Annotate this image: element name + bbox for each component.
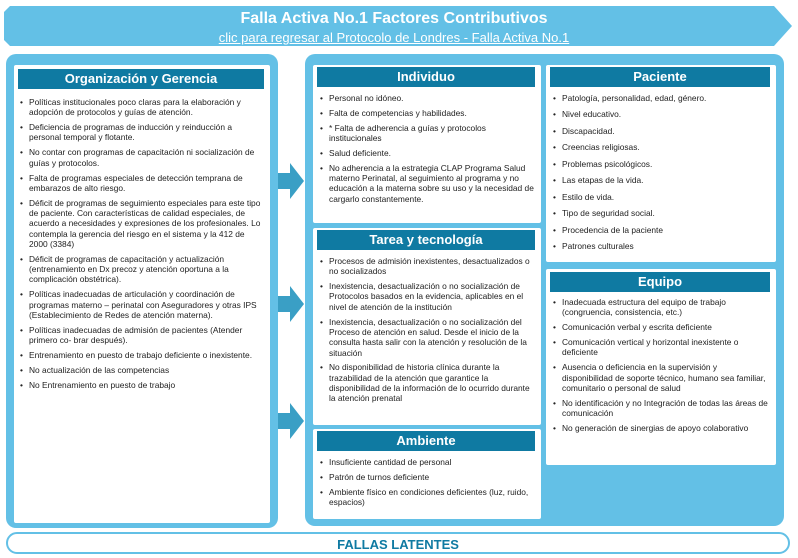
individuo-title: Individuo bbox=[317, 67, 535, 87]
page-title: Falla Activa No.1 Factores Contributivos bbox=[240, 10, 548, 27]
paciente-title: Paciente bbox=[550, 67, 770, 87]
list-item: • Nivel educativo. bbox=[553, 109, 769, 119]
right-arrow-icon bbox=[278, 286, 304, 322]
list-item: • No contar con programas de capacitación ni socialización de guías y protocolos. bbox=[20, 147, 263, 168]
list-item: • Políticas institucionales poco claras para la elaboración y adopción de protocolos y guías de atención. bbox=[20, 97, 263, 118]
list-item: • Problemas psicológicos. bbox=[553, 159, 769, 169]
list-item: • No Entrenamiento en puesto de trabajo bbox=[20, 380, 263, 390]
list-item: • Déficit de programas de capacitación y actualización (entrenamiento en Dx precoz y atención oportuna a la complicación obstétrica). bbox=[20, 254, 263, 285]
list-item: • Personal no idóneo. bbox=[320, 93, 534, 103]
list-item: • Ausencia o deficiencia en la supervisión y disponibilidad de soporte técnico, humano sea familiar, comunitario o personal de salud bbox=[553, 362, 769, 393]
list-item: • Creencias religiosas. bbox=[553, 142, 769, 152]
tarea-title: Tarea y tecnología bbox=[317, 230, 535, 250]
ambiente-title: Ambiente bbox=[317, 431, 535, 451]
list-item: • Las etapas de la vida. bbox=[553, 175, 769, 185]
ambiente-list bbox=[320, 457, 534, 512]
list-item: • Tipo de seguridad social. bbox=[553, 208, 769, 218]
organizacion-title: Organización y Gerencia bbox=[18, 69, 264, 89]
list-item: • Falta de programas especiales de detección temprana de embarazos de alto riesgo. bbox=[20, 173, 263, 194]
right-arrow-icon bbox=[278, 163, 304, 199]
equipo-list bbox=[553, 297, 769, 438]
list-item: • Inadecuada estructura del equipo de trabajo (congruencia, consistencia, etc.) bbox=[553, 297, 769, 318]
list-item: • No actualización de las competencias bbox=[20, 365, 263, 375]
list-item: • Déficit de programas de seguimiento especiales para este tipo de paciente. Con características de calidad especiales, de acuerdo a necesidades y expresiones de los profesionales. Lo contempla la gerencia del riesgo en el sistema y la 412 de 2000 (3384) bbox=[20, 198, 263, 249]
list-item: • Inexistencia, desactualización o no socialización del Proceso de atención en salud. Desde el inicio de la consulta hasta salir con la atención y resolución de la situación bbox=[320, 317, 534, 358]
list-item: • Salud deficiente. bbox=[320, 148, 534, 158]
header-banner bbox=[4, 6, 794, 46]
list-item: • Políticas inadecuadas de admisión de pacientes (Atender primero co- brar después). bbox=[20, 325, 263, 346]
list-item: • Patrón de turnos deficiente bbox=[320, 472, 534, 482]
list-item: • Procedencia de la paciente bbox=[553, 225, 769, 235]
back-to-protocol-link[interactable]: clic para regresar al Protocolo de Londres - Falla Activa No.1 bbox=[218, 30, 570, 45]
list-item: • Inexistencia, desactualización o no socialización de Protocolos basados en la evidencia, aplicables en el nivel de atención de la institución bbox=[320, 281, 534, 312]
right-arrow-icon bbox=[278, 403, 304, 439]
list-item: • No disponibilidad de historia clínica durante la trazabilidad de la atención que garantice la disponibilidad de la información de lo ocurrido durante la atención prenatal bbox=[320, 362, 534, 403]
tarea-list bbox=[320, 256, 534, 408]
list-item: • Discapacidad. bbox=[553, 126, 769, 136]
list-item: • Estilo de vida. bbox=[553, 192, 769, 202]
list-item: • No adherencia a la estrategia CLAP Programa Salud materno Perinatal, al seguimiento al programa y no educación a la materna sobre su uso y la necesidad de cargarlo constantemente. bbox=[320, 163, 534, 204]
list-item: • Patología, personalidad, edad, género. bbox=[553, 93, 769, 103]
list-item: • Comunicación verbal y escrita deficiente bbox=[553, 322, 769, 332]
list-item: • * Falta de adherencia a guías y protocolos institucionales bbox=[320, 123, 534, 144]
list-item: • Insuficiente cantidad de personal bbox=[320, 457, 534, 467]
list-item: • Patrones culturales bbox=[553, 241, 769, 251]
list-item: • Políticas inadecuadas de articulación y coordinación de programas materno – perinatal con Aseguradores y otras IPS (Establecimiento de Redes de atención materna). bbox=[20, 289, 263, 320]
paciente-list bbox=[553, 93, 769, 258]
equipo-title: Equipo bbox=[550, 272, 770, 292]
list-item: • Procesos de admisión inexistentes, desactualizados o no socializados bbox=[320, 256, 534, 277]
list-item: • Ambiente físico en condiciones deficientes (luz, ruido, espacios) bbox=[320, 487, 534, 508]
list-item: • Entrenamiento en puesto de trabajo deficiente o inexistente. bbox=[20, 350, 263, 360]
list-item: • No identificación y no Integración de todas las áreas de comunicación bbox=[553, 398, 769, 419]
organizacion-list bbox=[20, 97, 263, 395]
list-item: • Deficiencia de programas de inducción y reinducción a personal temporal y flotante. bbox=[20, 122, 263, 143]
individuo-list bbox=[320, 93, 534, 209]
list-item: • Falta de competencias y habilidades. bbox=[320, 108, 534, 118]
list-item: • No generación de sinergias de apoyo colaborativo bbox=[553, 423, 769, 433]
list-item: • Comunicación vertical y horizontal inexistente o deficiente bbox=[553, 337, 769, 358]
fallas-latentes-label: FALLAS LATENTES bbox=[6, 532, 790, 554]
